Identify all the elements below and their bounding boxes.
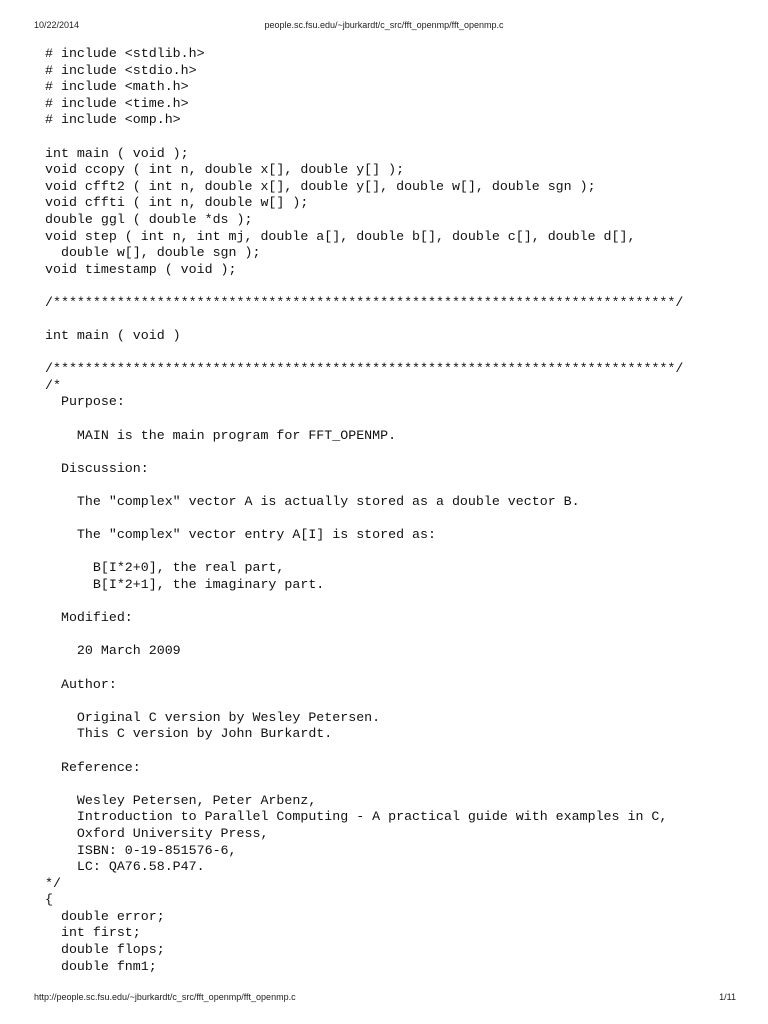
code-line: void cfft2 ( int n, double x[], double y[], double w[], double sgn );	[45, 178, 596, 194]
code-line: # include <time.h>	[45, 95, 189, 111]
code-line: Reference:	[45, 759, 141, 775]
code-line: Author:	[45, 676, 117, 692]
code-line: /******************************************************************************/	[45, 294, 684, 310]
code-line	[45, 129, 745, 146]
code-line: void cffti ( int n, double w[] );	[45, 195, 309, 211]
code-line	[45, 511, 745, 528]
code-line: */	[45, 875, 61, 891]
code-line	[45, 776, 745, 793]
code-line	[45, 693, 745, 710]
code-line: MAIN is the main program for FFT_OPENMP.	[45, 427, 397, 443]
code-line	[45, 444, 745, 461]
code-line: double ggl ( double *ds );	[45, 211, 253, 227]
code-line: # include <omp.h>	[45, 112, 181, 128]
print-title: people.sc.fsu.edu/~jburkardt/c_src/fft_openmp/fft_openmp.c	[264, 20, 504, 30]
code-line: Modified:	[45, 610, 133, 626]
code-line: B[I*2+0], the real part,	[45, 560, 285, 576]
code-line: # include <stdio.h>	[45, 62, 197, 78]
footer-url: http://people.sc.fsu.edu/~jburkardt/c_src/fft_openmp/fft_openmp.c	[34, 992, 296, 1002]
code-line: void ccopy ( int n, double x[], double y[] );	[45, 162, 405, 178]
print-date: 10/22/2014	[34, 20, 80, 30]
code-line: double fnm1;	[45, 958, 157, 974]
code-line: Discussion:	[45, 460, 149, 476]
code-line: Original C version by Wesley Petersen.	[45, 709, 381, 725]
code-line: Wesley Petersen, Peter Arbenz,	[45, 792, 317, 808]
code-line	[45, 544, 745, 561]
code-line: {	[45, 892, 53, 908]
code-line	[45, 411, 745, 428]
code-line: ISBN: 0-19-851576-6,	[45, 842, 237, 858]
code-line: # include <stdlib.h>	[45, 46, 205, 61]
code-line: 20 March 2009	[45, 643, 181, 659]
code-line: double w[], double sgn );	[45, 245, 261, 261]
code-line: The "complex" vector entry A[I] is stored as:	[45, 527, 436, 543]
code-line: /******************************************************************************/	[45, 361, 684, 377]
code-line: int main ( void )	[45, 328, 181, 344]
code-line	[45, 477, 745, 494]
code-line: # include <math.h>	[45, 79, 189, 95]
code-line	[45, 627, 745, 644]
code-line: void step ( int n, int mj, double a[], double b[], double c[], double d[],	[45, 228, 636, 244]
code-line: int main ( void );	[45, 145, 189, 161]
code-line	[45, 278, 745, 295]
code-line: void timestamp ( void );	[45, 261, 237, 277]
print-footer	[0, 992, 768, 1006]
code-line: B[I*2+1], the imaginary part.	[45, 577, 325, 592]
code-line: double error;	[45, 908, 165, 924]
code-line: Introduction to Parallel Computing - A practical guide with examples in C,	[45, 809, 668, 825]
code-line: Oxford University Press,	[45, 825, 269, 841]
code-line	[45, 594, 745, 611]
code-line	[45, 660, 745, 677]
code-line: This C version by John Burkardt.	[45, 726, 333, 742]
code-line: int first;	[45, 925, 141, 941]
code-line	[45, 743, 745, 760]
page-number: 1/11	[719, 992, 736, 1002]
code-line	[45, 345, 745, 362]
code-line	[45, 312, 745, 329]
code-line: /*	[45, 377, 61, 393]
print-header	[0, 20, 768, 34]
code-line: The "complex" vector A is actually stored as a double vector B.	[45, 494, 580, 510]
source-code-listing	[45, 46, 745, 975]
code-line: double flops;	[45, 942, 165, 958]
code-line: LC: QA76.58.P47.	[45, 859, 205, 875]
code-line: Purpose:	[45, 394, 125, 410]
